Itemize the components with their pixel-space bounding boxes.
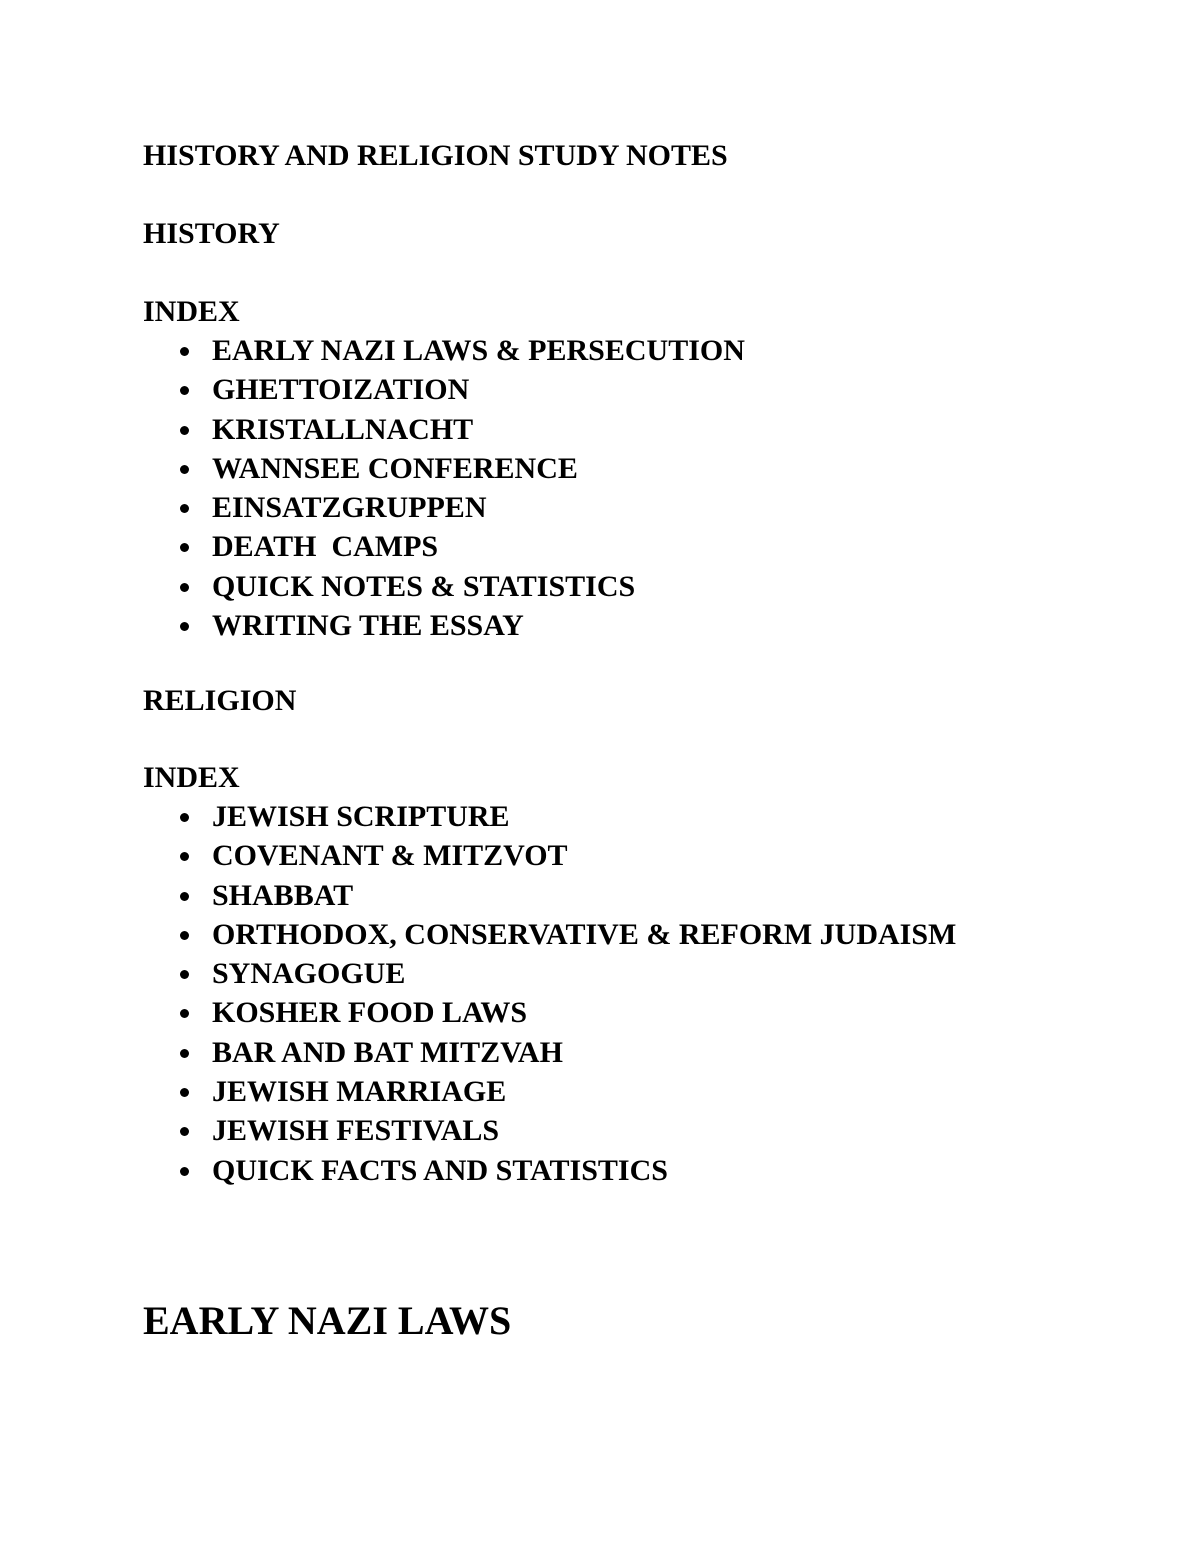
list-item: SYNAGOGUE: [0, 954, 956, 993]
bullet-icon: [180, 426, 189, 435]
bullet-icon: [180, 465, 189, 474]
history-heading: HISTORY: [143, 217, 280, 250]
list-item: KRISTALLNACHT: [0, 410, 745, 449]
bullet-icon: [180, 1088, 189, 1097]
bullet-icon: [180, 347, 189, 356]
section-heading: EARLY NAZI LAWS: [143, 1298, 512, 1343]
religion-index-label: INDEX: [143, 761, 240, 794]
bullet-icon: [180, 813, 189, 822]
bullet-icon: [180, 583, 189, 592]
list-item: QUICK FACTS AND STATISTICS: [0, 1151, 956, 1190]
religion-index-list: [0, 797, 956, 1190]
bullet-icon: [180, 1167, 189, 1176]
bullet-icon: [180, 386, 189, 395]
list-item: JEWISH FESTIVALS: [0, 1111, 956, 1150]
list-item: WANNSEE CONFERENCE: [0, 449, 745, 488]
bullet-icon: [180, 504, 189, 513]
list-item: DEATH CAMPS: [0, 527, 745, 566]
religion-heading: RELIGION: [143, 684, 297, 717]
bullet-icon: [180, 622, 189, 631]
list-item: EARLY NAZI LAWS & PERSECUTION: [0, 331, 745, 370]
list-item: QUICK NOTES & STATISTICS: [0, 567, 745, 606]
bullet-icon: [180, 892, 189, 901]
list-item: WRITING THE ESSAY: [0, 606, 745, 645]
document-title: HISTORY AND RELIGION STUDY NOTES: [143, 139, 728, 172]
list-item: EINSATZGRUPPEN: [0, 488, 745, 527]
list-item: GHETTOIZATION: [0, 370, 745, 409]
history-index-list: [0, 331, 745, 645]
bullet-icon: [180, 970, 189, 979]
list-item: BAR AND BAT MITZVAH: [0, 1033, 956, 1072]
list-item: COVENANT & MITZVOT: [0, 836, 956, 875]
bullet-icon: [180, 852, 189, 861]
list-item: JEWISH MARRIAGE: [0, 1072, 956, 1111]
bullet-icon: [180, 1049, 189, 1058]
history-index-label: INDEX: [143, 295, 240, 328]
bullet-icon: [180, 931, 189, 940]
list-item: ORTHODOX, CONSERVATIVE & REFORM JUDAISM: [0, 915, 956, 954]
list-item: JEWISH SCRIPTURE: [0, 797, 956, 836]
bullet-icon: [180, 543, 189, 552]
list-item: KOSHER FOOD LAWS: [0, 993, 956, 1032]
bullet-icon: [180, 1009, 189, 1018]
bullet-icon: [180, 1127, 189, 1136]
list-item: SHABBAT: [0, 876, 956, 915]
